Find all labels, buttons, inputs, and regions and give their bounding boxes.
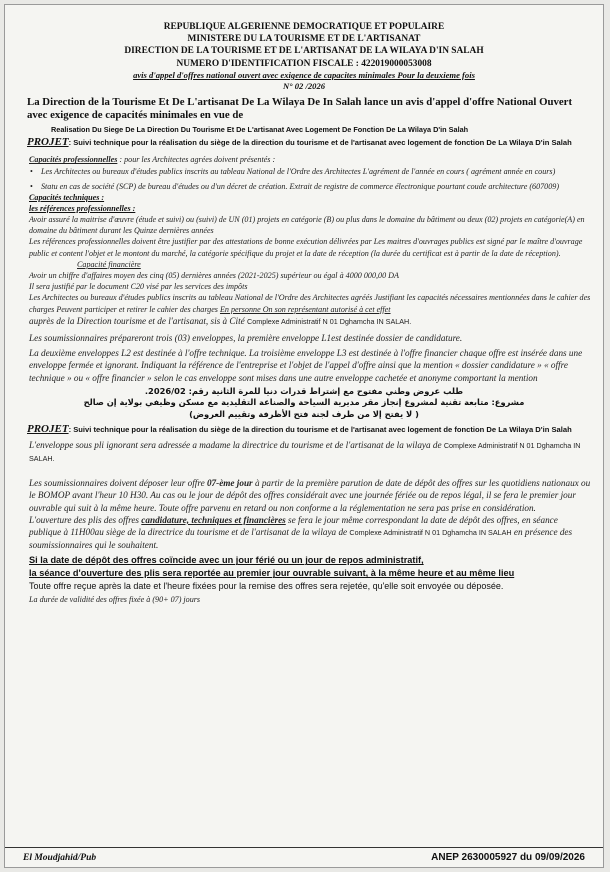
ouverture-types: candidature, techniques et financières <box>141 514 286 525</box>
enveloppe-l3: La troisième enveloppe L3 est destinée à l'offre financier chaque offre est insérée dans une enveloppe fermée et ignorant. <box>29 348 583 371</box>
intro-lead: La Direction de la Tourisme Et De L'artisanat De La Wilaya De In Salah lance un avis d'appel d'offre National Ouvert avec exigence de capacités minimales en vue de <box>27 95 573 121</box>
capacites-list <box>5 166 603 192</box>
financiere-justif: Il sera justifié par le document C20 visé par les services des impôts <box>29 282 248 292</box>
arabic-line-2: مشروع: متابعة تقنية لمشروع إنجاز مقر مديرية السياحة والصناعة التقليدية مع مسكن وظيفي بولاية إن صالح <box>83 397 525 408</box>
projet-text: : Suivi technique pour la réalisation du siège de la direction du tourisme et de l'artisanat avec logement de fonction De La Wilaya D'in Salah <box>68 137 572 147</box>
projet-paragraph-1 <box>27 137 593 149</box>
rule-2: la séance d'ouverture des plis sera reportée au premier jour ouvrable suivant, à la même heure et au même lieu <box>29 568 515 579</box>
depot-text-c: à partir de la première parution de date de dépôt des offres sur les quotidiens nationaux ou le BOMOP avant l'heur 10 H30. Au cas ou le jour de dépôt des offres considérait avec une journée fériée ou de repos légal, il se fera le premier jour ouvrable qui suit à la même heure. Toute offre parvenu en retard ou non conforme a la réglementation ne sera pas prise en considération. <box>29 478 591 513</box>
financiere-title: Capacité financière <box>77 259 141 269</box>
projet-label: PROJET <box>27 135 69 148</box>
avis-reference <box>5 70 603 92</box>
participation-paragraph <box>29 292 591 314</box>
ouverture-text-a: L'ouverture des plis des offres <box>29 514 142 525</box>
enveloppes-p2 <box>29 347 591 384</box>
capacites-title: Capacités professionnelles <box>29 155 118 165</box>
enveloppe-address <box>29 439 591 465</box>
header-republic: REPUBLIQUE ALGERIENNE DEMOCRATIQUE ET POPULAIRE <box>163 22 445 32</box>
document-header <box>5 21 603 70</box>
references-title: les références professionnelles : <box>29 203 136 213</box>
projet-label: PROJET <box>27 423 69 436</box>
enveloppe-mention: Indiquant la référence de l'entreprise et l'objet de l'appel d'offre ainsi que la mention « dossier candidature » « offre technique » ou « offre financier » selon le cas enveloppe sont mises dans une autre enveloppe cachetée et anonyme comportant la mention <box>29 360 568 383</box>
intro-realisation: Realisation Du Siege De La Direction Du Tourisme Et De L'artisanat Avec Logement De Fonction De La Wilaya D'in Salah <box>51 124 469 134</box>
participation-bold: Les Architectes ou bureaux d'études publics inscrits au tableau National de l'Ordre des Architectes agréés Justifiant les capacités nécessaires mentionnées dans le cahier des charges <box>29 293 591 314</box>
aupres-text: auprès de la Direction tourisme et de l'artisanat, sis à Cité <box>29 315 245 326</box>
rule-1: Si la date de dépôt des offres coïncide avec un jour férié ou un jour de repos administratif, <box>29 555 424 566</box>
avis-title: avis d'appel d'offres national ouvert avec exigence de capacites minimales Pour la deuxieme fois <box>133 69 475 80</box>
rule-3: Toute offre reçue après la date et l'heure fixées pour la remise des offres sera rejetée, qu'elle soit envoyée ou déposée. <box>29 581 504 592</box>
depot-paragraph-1 <box>29 477 591 514</box>
capacites-techniques-title: Capacités techniques : <box>29 192 105 202</box>
header-direction: DIRECTION DE LA TOURISME ET DE L'ARTISANAT DE LA WILAYA D'IN SALAH <box>124 46 484 57</box>
header-ministry: MINISTERE DU LA TOURISME ET DE L'ARTISANAT <box>187 34 421 45</box>
enveloppe-l2: La deuxième enveloppes L2 est destinée à l'offre technique. <box>29 348 247 359</box>
depot-day: 07-ème jour <box>206 478 253 489</box>
participation-aupres <box>29 315 591 328</box>
depot-paragraph-2 <box>29 514 591 552</box>
references-text: Avoir assuré la maitrise d'œuvre (étude et suivi) ou (suivi) de UN (01) projets en catégorie (B) ou plus dans le domaine du bâtiment ou deux (02) projets en catégorie(A) en domaine du bâtiment durant les Quinze dernières années <box>29 214 585 236</box>
enveloppe-address-location: Complexe Administratif N 01 Dghamcha IN SALAH. <box>29 440 581 463</box>
participation-underline: En personne On son représentant autorisé à cet effet <box>219 304 391 314</box>
participation-normal: Peuvent participer et retirer le cahier des charges <box>54 304 220 314</box>
arabic-line-1: طلب عروض وطني مفتوح مع إشتراط قدرات دنيا للمرة الثانية رقم: 2026/02. <box>144 385 464 396</box>
enveloppes-p1: Les soumissionnaires prépareront trois (03) enveloppes, la première enveloppe L1est destinée dossier de candidature. <box>29 332 463 343</box>
avis-number: N° 02 /2026 <box>282 80 326 91</box>
duree-validite: La durée de validité des offres fixée à (90+ 07) jours <box>29 595 201 605</box>
arabic-block <box>5 386 603 421</box>
header-fiscal-id: NUMERO D'IDENTIFICATION FISCALE : 422019000053008 <box>176 58 432 69</box>
ouverture-address: Complexe Administratif N 01 Dghamcha IN SALAH <box>349 527 512 537</box>
projet-text: : Suivi technique pour la réalisation du siège de la direction du tourisme et de l'artisanat avec logement de fonction De La Wilaya D'in Salah <box>68 425 572 435</box>
tender-notice-page <box>4 4 604 868</box>
page-footer <box>5 847 603 867</box>
list-item: • Statu en cas de société (SCP) de bureau d'études ou d'un décret de création. Extrait de registre de commerce électronique pourtant coude architecture (607009) <box>41 181 591 192</box>
financiere-text: Avoir un chiffre d'affaires moyen des cinq (05) dernières années (2021-2025) supérieur ou égal à 4000 000,00 DA <box>29 270 399 280</box>
footer-anep-reference: ANEP 2630005927 du 09/09/2026 <box>431 852 585 863</box>
references-proof: Les références professionnelles doivent être justifier par des attestations de bonne exécution délivrées par Les maitres d'ouvrages publics est signé par le maître d'ouvrage public et content l'objet et le montont du marché, la catégorie spécifique du projet et la date de réception (la durée du certificat est à partir de la date de réception). <box>29 237 583 258</box>
aupres-address: Complexe Administratif N 01 Dghamcha IN SALAH. <box>247 316 412 326</box>
capacites-professionnelles <box>29 154 591 165</box>
capacites-intro: : pour les Architectes agrées doivent présentés : <box>117 155 276 165</box>
ouverture-text-c: se fera le jour même correspondant la date de dépôt des offres, en séance publique à 11H00au siège de la directrice du tourisme et de l'artisanat de la wilaya de <box>29 514 558 537</box>
ouverture-text-e: en présence des soumissionnaires qui le souhaitent. <box>29 526 573 551</box>
enveloppe-address-text: L'enveloppe sous pli ignorant sera adressée a madame la directrice du tourisme et de l'artisanat de la wilaya de <box>29 439 442 450</box>
list-item: • Les Architectes ou bureaux d'études publics inscrits au tableau National de l'Ordre des Architectes L'agrément de l'année en cours ( agrément année en cours) <box>41 166 591 177</box>
projet-paragraph-2 <box>27 424 593 436</box>
arabic-line-3: ( لا يفتح إلا من طرف لجنة فتح الأظرفة وتقييم العروض) <box>189 408 419 419</box>
depot-text-a: Les soumissionnaires doivent déposer leur offre <box>29 478 207 489</box>
footer-publisher: El Moudjahid/Pub <box>23 852 97 863</box>
